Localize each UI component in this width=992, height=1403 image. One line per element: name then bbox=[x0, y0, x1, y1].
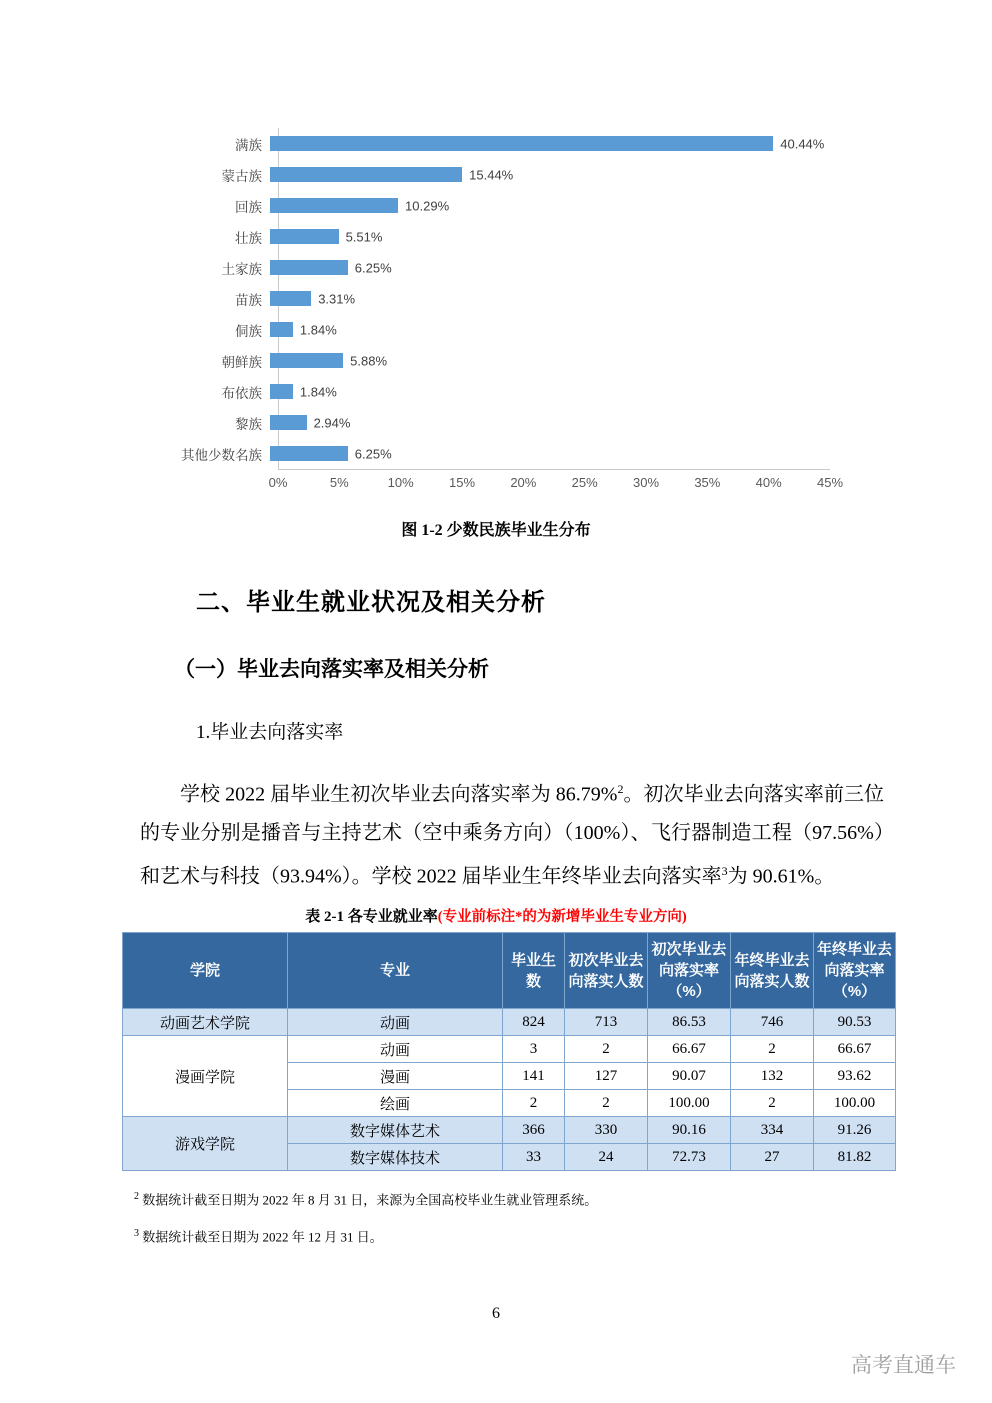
table-cell: 2 bbox=[565, 1090, 648, 1117]
chart-bar-row bbox=[170, 314, 830, 345]
page-number: 6 bbox=[492, 1305, 500, 1322]
college-cell: 漫画学院 bbox=[123, 1036, 288, 1117]
table-cell: 141 bbox=[503, 1063, 565, 1090]
bar-value-label: 10.29% bbox=[405, 198, 450, 213]
table-cell: 90.53 bbox=[814, 1009, 896, 1036]
table-cell: 2 bbox=[503, 1090, 565, 1117]
table-row bbox=[123, 1036, 896, 1063]
table-row bbox=[123, 1117, 896, 1144]
bar-track bbox=[270, 415, 830, 430]
bar bbox=[270, 198, 398, 213]
bar-track bbox=[270, 229, 830, 244]
paragraph-text: 为 90.61%。 bbox=[727, 865, 835, 888]
body-paragraph bbox=[140, 770, 884, 895]
bar-value-label: 40.44% bbox=[780, 136, 825, 151]
bar-value-label: 1.84% bbox=[299, 322, 337, 337]
paragraph-text: 。初次毕业去向落实率前三位的专业分别是播音与主持艺术（空中乘务方向）（100%）、飞行器制造工程（97.56%）和艺术与科技（93.94%）。学校 2022 届毕业生年终毕业去向落实率 bbox=[140, 783, 884, 888]
table-cell: 66.67 bbox=[648, 1036, 731, 1063]
bar bbox=[270, 167, 462, 182]
subsubsection-heading: 1.毕业去向落实率 bbox=[196, 722, 344, 743]
x-axis-tick-label: 5% bbox=[329, 475, 349, 490]
table-header-cell: 专业 bbox=[288, 933, 503, 1009]
table-cell: 2 bbox=[731, 1090, 814, 1117]
bar-category-label: 满族 bbox=[235, 137, 262, 153]
bar-track bbox=[270, 260, 830, 275]
footnote: $^2$ 数据统计截至日期为 2022 年 8 月 31 日，来源为全国高校毕业生就业管理系统。 bbox=[134, 1191, 598, 1208]
college-cell: 游戏学院 bbox=[123, 1117, 288, 1171]
chart-caption: 图 1-2 少数民族毕业生分布 bbox=[401, 522, 591, 539]
paragraph-text: 学校 2022 届毕业生初次毕业去向落实率为 86.79% bbox=[180, 783, 618, 806]
x-axis-tick-label: 0% bbox=[268, 475, 288, 490]
table-header-cell: 年终毕业去向落实率（%） bbox=[814, 933, 896, 1009]
x-axis-tick-label: 15% bbox=[448, 475, 476, 490]
chart-bar-row bbox=[170, 221, 830, 252]
table-cell: 数字媒体技术 bbox=[288, 1144, 503, 1171]
table-cell: 90.07 bbox=[648, 1063, 731, 1090]
bar-track bbox=[270, 136, 830, 151]
chart-bar-row bbox=[170, 252, 830, 283]
table-header-row bbox=[123, 933, 896, 1009]
bar-category-label: 其他少数名族 bbox=[181, 447, 262, 463]
bar-category-label: 蒙古族 bbox=[221, 168, 262, 184]
chart-bar-row bbox=[170, 159, 830, 190]
college-cell: 动画艺术学院 bbox=[123, 1009, 288, 1036]
footnote-ref-2: 2 bbox=[617, 782, 624, 796]
table-cell: 713 bbox=[565, 1009, 648, 1036]
table-cell: 81.82 bbox=[814, 1144, 896, 1171]
table-header-cell: 初次毕业去向落实率（%） bbox=[648, 933, 731, 1009]
x-axis-tick-label: 45% bbox=[816, 475, 844, 490]
bar-category-label: 黎族 bbox=[235, 416, 262, 432]
footnote-ref-3: 3 bbox=[721, 863, 728, 878]
bar bbox=[270, 260, 348, 275]
chart-bar-row bbox=[170, 190, 830, 221]
bar bbox=[270, 446, 348, 461]
table-header-cell: 初次毕业去向落实人数 bbox=[565, 933, 648, 1009]
chart-x-axis-ticks bbox=[268, 475, 844, 495]
chart-bar-row bbox=[170, 345, 830, 376]
x-axis-tick-label: 30% bbox=[632, 475, 660, 490]
table-cell: 数字媒体艺术 bbox=[288, 1117, 503, 1144]
bar-track bbox=[270, 384, 830, 399]
table-cell: 330 bbox=[565, 1117, 648, 1144]
table-cell: 33 bbox=[503, 1144, 565, 1171]
table-row bbox=[123, 1009, 896, 1036]
footnotes bbox=[134, 1189, 872, 1247]
footnote-marker: 3 bbox=[134, 1228, 139, 1240]
bar bbox=[270, 415, 307, 430]
table-cell: 100.00 bbox=[648, 1090, 731, 1117]
x-axis-tick-label: 20% bbox=[510, 475, 537, 490]
watermark: 高考直通车 bbox=[851, 1354, 956, 1377]
table-cell: 86.53 bbox=[648, 1009, 731, 1036]
bar-category-label: 土家族 bbox=[221, 261, 262, 277]
bar-value-label: 5.88% bbox=[350, 353, 388, 368]
table-cell: 90.16 bbox=[648, 1117, 731, 1144]
footnote-marker: 2 bbox=[134, 1191, 139, 1203]
bar-value-label: 6.25% bbox=[354, 260, 392, 275]
ethnic-distribution-chart bbox=[170, 128, 844, 495]
bar-category-label: 壮族 bbox=[235, 230, 262, 246]
table-cell: 动画 bbox=[288, 1009, 503, 1036]
bar bbox=[270, 291, 311, 306]
bar-value-label: 1.84% bbox=[299, 384, 337, 399]
table-cell: 绘画 bbox=[288, 1090, 503, 1117]
employment-rate-table bbox=[122, 932, 896, 1171]
table-cell: 132 bbox=[731, 1063, 814, 1090]
bar-track bbox=[270, 353, 830, 368]
table-cell: 824 bbox=[503, 1009, 565, 1036]
table-caption-note: (专业前标注*的为新增毕业生专业方向) bbox=[437, 909, 687, 926]
bar-category-label: 朝鲜族 bbox=[221, 354, 262, 370]
table-cell: 2 bbox=[565, 1036, 648, 1063]
chart-x-axis-line bbox=[278, 469, 830, 470]
bar-track bbox=[270, 167, 830, 182]
table-cell: 漫画 bbox=[288, 1063, 503, 1090]
table-cell: 72.73 bbox=[648, 1144, 731, 1171]
table-header-cell: 学院 bbox=[123, 933, 288, 1009]
chart-bar-row bbox=[170, 438, 830, 469]
chart-bar-row bbox=[170, 407, 830, 438]
bar-track bbox=[270, 322, 830, 337]
table-cell: 100.00 bbox=[814, 1090, 896, 1117]
table-cell: 334 bbox=[731, 1117, 814, 1144]
bar-category-label: 苗族 bbox=[235, 292, 262, 308]
table-cell: 2 bbox=[731, 1036, 814, 1063]
bar bbox=[270, 136, 773, 151]
table-caption bbox=[0, 905, 992, 926]
footnote: $^3$ 数据统计截至日期为 2022 年 12 月 31 日。 bbox=[134, 1228, 383, 1245]
chart-bar-row bbox=[170, 128, 830, 159]
table-cell: 366 bbox=[503, 1117, 565, 1144]
chart-bar-row bbox=[170, 283, 830, 314]
bar-track bbox=[270, 198, 830, 213]
bar bbox=[270, 384, 293, 399]
table-header-cell: 年终毕业去向落实人数 bbox=[731, 933, 814, 1009]
bar-value-label: 3.31% bbox=[318, 291, 356, 306]
table-cell: 27 bbox=[731, 1144, 814, 1171]
chart-plot-area bbox=[170, 128, 830, 469]
table-header-cell: 毕业生数 bbox=[503, 933, 565, 1009]
bar-value-label: 2.94% bbox=[313, 415, 351, 430]
bar-category-label: 回族 bbox=[235, 199, 262, 215]
bar-value-label: 15.44% bbox=[469, 167, 514, 182]
table-cell: 3 bbox=[503, 1036, 565, 1063]
bar-category-label: 侗族 bbox=[235, 323, 262, 339]
x-axis-tick-label: 35% bbox=[694, 475, 721, 490]
bar-track bbox=[270, 291, 830, 306]
table-cell: 127 bbox=[565, 1063, 648, 1090]
x-axis-tick-label: 40% bbox=[755, 475, 782, 490]
bar bbox=[270, 229, 339, 244]
bar bbox=[270, 353, 343, 368]
table-cell: 746 bbox=[731, 1009, 814, 1036]
table-cell: 动画 bbox=[288, 1036, 503, 1063]
x-axis-tick-label: 25% bbox=[571, 475, 598, 490]
bar-value-label: 5.51% bbox=[345, 229, 383, 244]
subsection-heading: （一）毕业去向落实率及相关分析 bbox=[174, 658, 489, 681]
bar-track bbox=[270, 446, 830, 461]
table-cell: 24 bbox=[565, 1144, 648, 1171]
bar-category-label: 布依族 bbox=[221, 385, 262, 401]
x-axis-tick-label: 10% bbox=[387, 475, 414, 490]
table-cell: 91.26 bbox=[814, 1117, 896, 1144]
table-cell: 93.62 bbox=[814, 1063, 896, 1090]
section-heading: 二、毕业生就业状况及相关分析 bbox=[196, 589, 546, 616]
chart-bar-row bbox=[170, 376, 830, 407]
table-cell: 66.67 bbox=[814, 1036, 896, 1063]
table-caption-title: 表 2-1 各专业就业率 bbox=[305, 909, 438, 926]
bar-value-label: 6.25% bbox=[354, 446, 392, 461]
bar bbox=[270, 322, 293, 337]
